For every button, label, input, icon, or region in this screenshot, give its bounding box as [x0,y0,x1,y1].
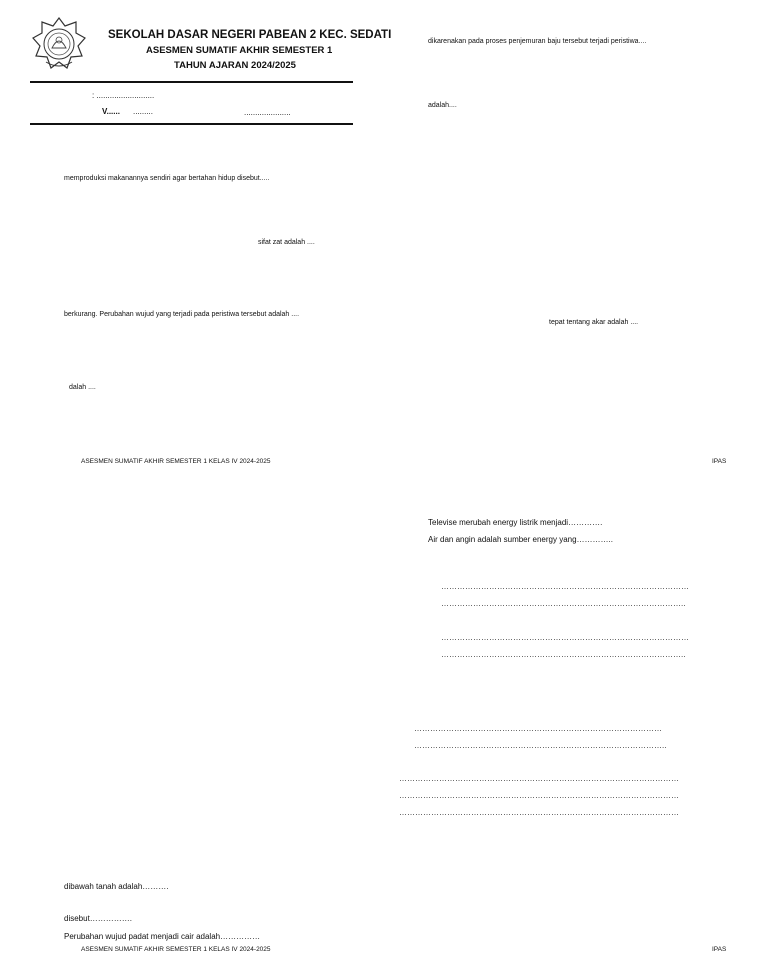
exam-title: ASESMEN SUMATIF AKHIR SEMESTER 1 [146,45,333,56]
question-left-e: dibawah tanah adalah………. [64,882,169,891]
date-field[interactable]: ......... [133,107,154,116]
footer-subject: IPAS [712,946,727,953]
question-right-b: adalah.... [428,102,457,109]
question-right-e: Air dan angin adalah sumber energy yang………….. [428,535,613,544]
answer-line[interactable]: ………………………………………………………………………………….. [414,741,667,750]
header-divider-bottom [30,123,353,125]
question-right-c: tepat tentang akar adalah .... [549,319,639,326]
question-left-c: berkurang. Perubahan wujud yang terjadi pada peristiwa tersebut adalah .... [64,311,300,318]
answer-line[interactable]: ………………………………………………………………………………… [414,724,662,733]
answer-line[interactable]: …………………………………………………………………………………………… [399,774,679,783]
school-year: TAHUN AJARAN 2024/2025 [174,60,296,71]
signature-field[interactable]: ..................... [244,108,291,117]
question-left-b: sifat zat adalah .... [258,239,315,246]
footer-subject: IPAS [712,458,727,465]
answer-line[interactable]: ………………………………………………………………………………… [441,633,689,642]
header-divider-top [30,81,353,83]
question-left-a: memproduksi makanannya sendiri agar bertahan hidup disebut..... [64,175,270,182]
answer-line[interactable]: ………………………………………………………………………………… [441,582,689,591]
school-emblem-icon [32,16,86,72]
school-name: SEKOLAH DASAR NEGERI PABEAN 2 KEC. SEDATI [108,29,392,41]
question-left-f: disebut……………. [64,914,133,923]
answer-line[interactable]: ……………………………………………………………………………….. [441,599,686,608]
footer-label: ASESMEN SUMATIF AKHIR SEMESTER 1 KELAS IV 2024-2025 [81,458,271,465]
answer-line[interactable]: …………………………………………………………………………………………… [399,791,679,800]
answer-line[interactable]: ……………………………………………………………………………….. [441,650,686,659]
question-right-d: Televise merubah energy listrik menjadi…………. [428,518,603,527]
question-right-a: dikarenakan pada proses penjemuran baju tersebut terjadi peristiwa.... [428,38,647,45]
answer-line[interactable]: …………………………………………………………………………………………… [399,808,679,817]
footer-label: ASESMEN SUMATIF AKHIR SEMESTER 1 KELAS IV 2024-2025 [81,946,271,953]
class-field[interactable]: V...... [102,107,120,116]
name-field[interactable]: : .......................... [92,91,155,100]
question-left-d: dalah .... [69,384,96,391]
question-left-g: Perubahan wujud padat menjadi cair adalah…………… [64,932,261,941]
